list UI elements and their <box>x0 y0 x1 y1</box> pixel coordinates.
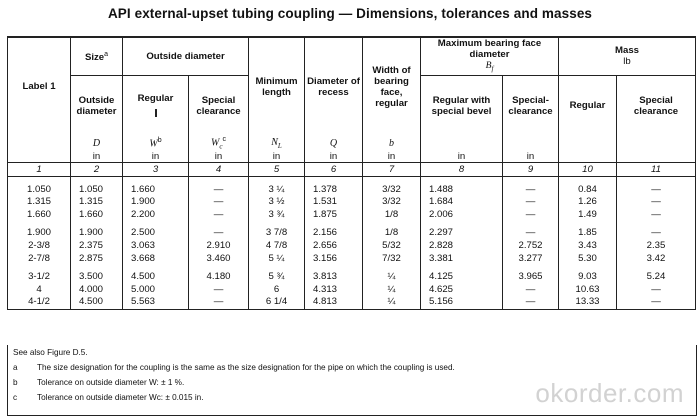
table-cell: 7/32 <box>363 252 421 265</box>
table-cell: 3 7/8 <box>249 227 305 240</box>
table-cell: 2.35 <box>617 240 696 253</box>
table-cell: 0.84 <box>559 183 617 196</box>
table-cell: 3.42 <box>617 252 696 265</box>
table-cell: — <box>189 283 249 296</box>
footnote-a: a The size designation for the coupling is the same as the size designation for the pipe on which the coupling is used. <box>13 363 455 372</box>
table-cell: 4.000 <box>71 283 123 296</box>
table-row <box>8 196 696 209</box>
table-cell: ¼ <box>363 283 421 296</box>
table-cell: 3.156 <box>305 252 363 265</box>
header-size: Size$^a$ <box>71 37 123 75</box>
table-cell: — <box>503 183 559 196</box>
table-cell: 3 ¼ <box>249 183 305 196</box>
table-cell: 1/8 <box>363 208 421 221</box>
header-outside-diameter: Outside diameter <box>71 75 123 136</box>
table-cell: 3.965 <box>503 271 559 284</box>
header-regular: Regular <box>123 75 189 136</box>
table-cell: 1.660 <box>123 183 189 196</box>
table-cell: 3/32 <box>363 196 421 209</box>
table-row <box>8 296 696 309</box>
table-cell: 4.125 <box>421 271 503 284</box>
table-row <box>8 240 696 253</box>
table-cell: 1.875 <box>305 208 363 221</box>
table-cell: — <box>617 196 696 209</box>
header-mass-regular: Regular <box>559 75 617 136</box>
table-cell: 1.900 <box>71 227 123 240</box>
table-cell: 4.500 <box>71 296 123 309</box>
table-cell: 5/32 <box>363 240 421 253</box>
header-mass-group: Mass lb <box>559 37 696 75</box>
table-cell: ¼ <box>363 296 421 309</box>
table-cell: — <box>617 283 696 296</box>
table-cell: 5 ¾ <box>249 271 305 284</box>
table-cell: 5.30 <box>559 252 617 265</box>
table-cell: 2.156 <box>305 227 363 240</box>
table-cell: — <box>617 183 696 196</box>
table-cell: — <box>503 196 559 209</box>
table-cell: 13.33 <box>559 296 617 309</box>
footnote-b: b Tolerance on outside diameter W: ± 1 %. <box>13 378 185 387</box>
table-cell: 1.900 <box>123 196 189 209</box>
footnote-c: c Tolerance on outside diameter Wc: ± 0.015 in. <box>13 393 204 402</box>
table-cell: — <box>503 208 559 221</box>
coupling-table <box>7 36 696 310</box>
table-cell: — <box>189 227 249 240</box>
header-width-bearing: Width of bearing face, regular <box>363 37 421 136</box>
table-cell: 3.668 <box>123 252 189 265</box>
table-cell: 2.910 <box>189 240 249 253</box>
table-cell: — <box>189 208 249 221</box>
table-cell: 4.313 <box>305 283 363 296</box>
table-cell: 1.684 <box>421 196 503 209</box>
table-cell: 2.500 <box>123 227 189 240</box>
table-cell: 2-7/8 <box>8 252 71 265</box>
table-cell: 2.656 <box>305 240 363 253</box>
table-row <box>8 271 696 284</box>
table-cell: 1.900 <box>8 227 71 240</box>
page-title: API external-upset tubing coupling — Dimensions, tolerances and masses <box>107 6 593 21</box>
header-max-bearing-group: Maximum bearing face diameter $B_f$ <box>421 37 559 75</box>
table-cell: — <box>503 227 559 240</box>
table-cell: 4.813 <box>305 296 363 309</box>
table-cell: 6 1/4 <box>249 296 305 309</box>
table-cell: 1.315 <box>71 196 123 209</box>
table-cell: 1.85 <box>559 227 617 240</box>
header-special-clearance-2: Special-clearance <box>503 75 559 136</box>
table-cell: 10.63 <box>559 283 617 296</box>
table-cell: 5.24 <box>617 271 696 284</box>
table-cell: — <box>189 183 249 196</box>
table-cell: 6 <box>249 283 305 296</box>
table-cell: — <box>189 196 249 209</box>
table-cell: 3-1/2 <box>8 271 71 284</box>
table-cell: 1.26 <box>559 196 617 209</box>
unit-row: in in in in in in in in <box>8 150 696 163</box>
table-row <box>8 183 696 196</box>
table-cell: 1.315 <box>8 196 71 209</box>
table-cell: 3/32 <box>363 183 421 196</box>
header-label1: Label 1 <box>8 37 71 136</box>
table-cell: 5.563 <box>123 296 189 309</box>
symbol-row: D $W^b$ $W_c^c$ $N_L$ Q b <box>8 136 696 150</box>
table-cell: 4 <box>8 283 71 296</box>
header-mass-special: Special clearance <box>617 75 696 136</box>
table-row <box>8 252 696 265</box>
table-cell: 5.000 <box>123 283 189 296</box>
table-cell: 3.813 <box>305 271 363 284</box>
table-cell: — <box>189 296 249 309</box>
table-cell: 3.500 <box>71 271 123 284</box>
table-row <box>8 283 696 296</box>
column-number-row: 1 2 3 4 5 6 7 8 9 10 11 <box>8 163 696 177</box>
table-cell: 2-3/8 <box>8 240 71 253</box>
table-cell: 4.500 <box>123 271 189 284</box>
table-cell: 3 ¾ <box>249 208 305 221</box>
table-cell: 4-1/2 <box>8 296 71 309</box>
table-cell: 2.375 <box>71 240 123 253</box>
watermark: okorder.com <box>535 378 684 408</box>
table-cell: 4.180 <box>189 271 249 284</box>
table-body <box>8 177 696 309</box>
table-cell: 2.006 <box>421 208 503 221</box>
table-row <box>8 227 696 240</box>
table-cell: 3 ½ <box>249 196 305 209</box>
table-cell: 5 ¼ <box>249 252 305 265</box>
table-row <box>8 208 696 221</box>
table-cell: 1.49 <box>559 208 617 221</box>
table-cell: 2.297 <box>421 227 503 240</box>
table-cell: 4 7/8 <box>249 240 305 253</box>
table-cell: 9.03 <box>559 271 617 284</box>
table-cell: 1.531 <box>305 196 363 209</box>
table-cell: 3.063 <box>123 240 189 253</box>
table-cell: 1/8 <box>363 227 421 240</box>
header-regular-special-bevel: Regular with special bevel <box>421 75 503 136</box>
table-cell: 2.752 <box>503 240 559 253</box>
footnote-see-also: See also Figure D.5. <box>13 348 88 357</box>
table-cell: 1.488 <box>421 183 503 196</box>
table-cell: 1.050 <box>8 183 71 196</box>
table-cell: 5.156 <box>421 296 503 309</box>
table-cell: ¼ <box>363 271 421 284</box>
table-cell: 1.660 <box>71 208 123 221</box>
header-special-clearance: Special clearance <box>189 75 249 136</box>
table-cell: 3.277 <box>503 252 559 265</box>
table-cell: — <box>617 296 696 309</box>
table-cell: 1.660 <box>8 208 71 221</box>
table-cell: 3.460 <box>189 252 249 265</box>
table-cell: — <box>503 296 559 309</box>
table-cell: 3.43 <box>559 240 617 253</box>
table-cell: 1.050 <box>71 183 123 196</box>
table-cell: 2.875 <box>71 252 123 265</box>
table-cell: 4.625 <box>421 283 503 296</box>
header-diameter-recess: Diameter of recess <box>305 37 363 136</box>
table-cell: 1.378 <box>305 183 363 196</box>
table-cell: — <box>503 283 559 296</box>
table-cell: 2.828 <box>421 240 503 253</box>
footnotes <box>7 345 697 416</box>
table-cell: — <box>617 227 696 240</box>
header-outside-diameter-group: Outside diameter <box>123 37 249 75</box>
header-min-length: Minimum length <box>249 37 305 136</box>
table-cell: — <box>617 208 696 221</box>
table-cell: 3.381 <box>421 252 503 265</box>
table-cell: 2.200 <box>123 208 189 221</box>
